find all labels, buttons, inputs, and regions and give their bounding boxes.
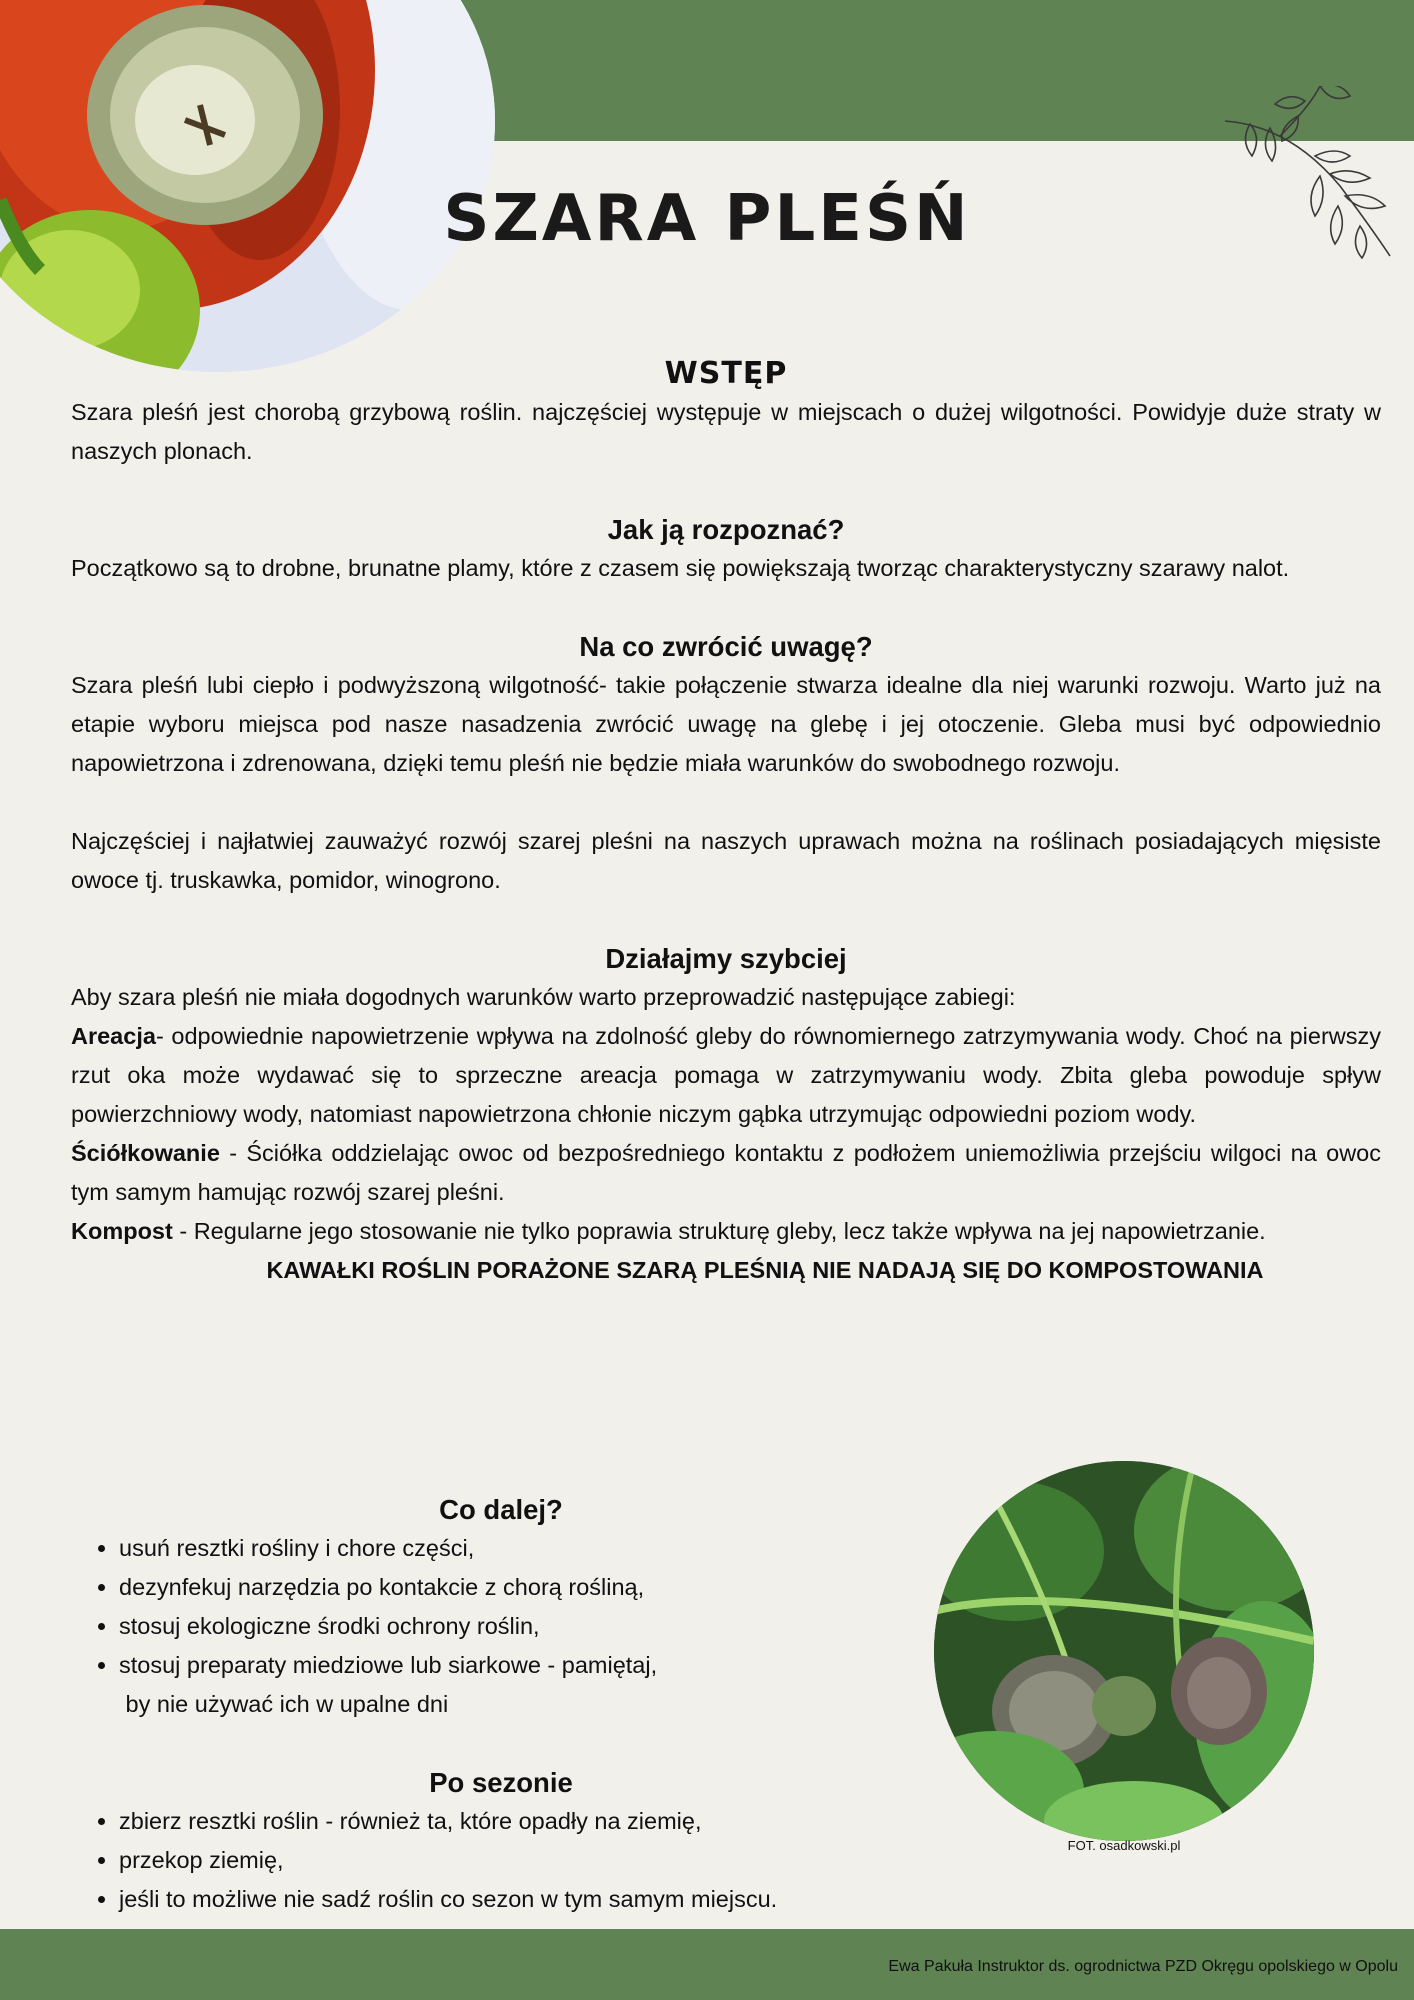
recognize-heading: Jak ją rozpoznać? [607, 514, 845, 545]
act-heading: Działajmy szybciej [605, 943, 847, 974]
act-intro: Aby szara pleśń nie miała dogodnych warunków warto przeprowadzić następujące zabiegi: [71, 984, 1016, 1010]
mulch-text: - Ściółka oddzielając owoc od bezpośredniego kontaktu z podłożem uniemożliwia przejściu wilgoci na owoc tym samym hamując rozwój szarej pleśni. [71, 1140, 1381, 1205]
attention-heading: Na co zwrócić uwagę? [579, 631, 873, 662]
compost-paragraph [71, 1212, 1381, 1251]
mulch-paragraph [71, 1134, 1381, 1212]
photo-caption: FOT. osadkowski.pl [1067, 1838, 1181, 1853]
aeration-term: Areacja [71, 1023, 156, 1049]
page-title: SZARA PLEŚŃ [443, 182, 971, 256]
list-item: • usuń resztki rośliny i chore części, [119, 1529, 931, 1568]
compost-text: - Regularne jego stosowanie nie tylko poprawia strukturę gleby, lecz także wpływa na jej napowietrzanie. [172, 1218, 1266, 1244]
main-content [71, 355, 1381, 1290]
next-heading: Co dalej? [439, 1494, 563, 1525]
list-item: • stosuj ekologiczne środki ochrony roślin, [119, 1607, 931, 1646]
moldy-strawberry-photo [934, 1461, 1314, 1841]
compost-warning: KAWAŁKI ROŚLIN PORAŻONE SZARĄ PLEŚNIĄ NIE NADAJĄ SIĘ DO KOMPOSTOWANIA [266, 1257, 1264, 1283]
recognize-text: Początkowo są to drobne, brunatne plamy, które z czasem się powiększają tworząc charakterystyczny szarawy nalot. [71, 555, 1290, 581]
list-item: • dezynfekuj narzędzia po kontakcie z chorą rośliną, [119, 1568, 931, 1607]
list-item-continuation: by nie używać ich w upalne dni [125, 1691, 449, 1717]
list-item: • przekop ziemię, [119, 1841, 931, 1880]
aeration-paragraph [71, 1017, 1381, 1134]
attention-text: Szara pleśń lubi ciepło i podwyższoną wilgotność- takie połączenie stwarza idealne dla niej warunki rozwoju. Warto już na etapie wyboru miejsca pod nasze nasadzenia zwrócić uwagę na glebę i jej otoczenie. Gleba musi być odpowiednio napowietrzona i zdrenowana, dzięki temu pleśń nie będzie miała warunków do swobodnego rozwoju. [71, 672, 1381, 776]
intro-text: Szara pleśń jest chorobą grzybową roślin. najczęściej występuje w miejscach o dużej wilgotności. Powidyje duże straty w naszych plonach. [71, 399, 1381, 464]
intro-heading: WSTĘP [664, 356, 788, 391]
aeration-text: - odpowiednie napowietrzenie wpływa na zdolność gleby do równomiernego zatrzymywania wody. Choć na pierwszy rzut oka może wydawać się to sprzeczne areacja pomaga w zatrzymywaniu wody. Zbita gleba powoduje spływ powierzchniowy wody, natomiast napowietrzona chłonie niczym gąbka utrzymując odpowiedni poziom wody. [71, 1023, 1381, 1127]
next-list [71, 1529, 931, 1724]
season-list [71, 1802, 931, 1919]
footer-author: Ewa Pakuła Instruktor ds. ogrodnictwa PZD Okręgu opolskiego w Opolu [888, 1958, 1398, 1975]
list-item: • zbierz resztki roślin - również ta, które opadły na ziemię, [119, 1802, 931, 1841]
mulch-term: Ściółkowanie [71, 1140, 220, 1166]
list-item [119, 1646, 931, 1724]
season-heading: Po sezonie [429, 1767, 573, 1798]
attention-text-2: Najczęściej i najłatwiej zauważyć rozwój szarej pleśni na naszych uprawach można na roślinach posiadających mięsiste owoce tj. truskawka, pomidor, winogrono. [71, 828, 1381, 893]
compost-term: Kompost [71, 1218, 173, 1244]
list-item: • jeśli to możliwe nie sadź roślin co sezon w tym samym miejscu. [119, 1880, 931, 1919]
lower-content [71, 1490, 931, 1919]
list-item-text: stosuj preparaty miedziowe lub siarkowe - pamiętaj, [119, 1652, 658, 1678]
